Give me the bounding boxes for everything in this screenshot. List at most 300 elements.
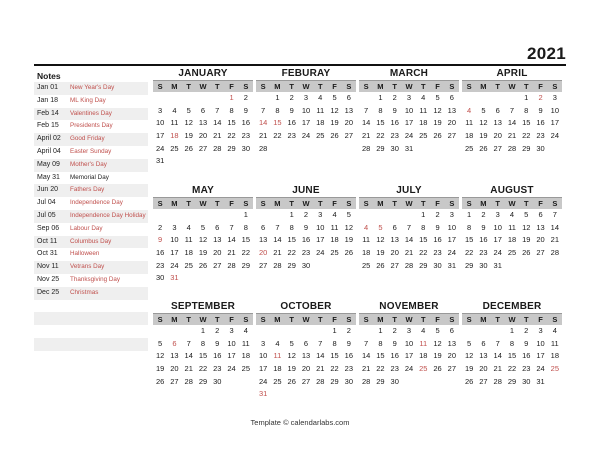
note-row [34,312,148,325]
day-cell: 24 [550,131,559,141]
weekday-header: S [466,82,472,91]
notes-panel [34,70,148,364]
day-cell: 20 [390,248,399,258]
week-row [256,92,356,105]
month-september [153,300,253,388]
weekday-header: T [317,82,323,91]
day-cell [359,92,373,105]
day-cell: 28 [361,376,371,386]
day-cell: 2 [524,326,529,335]
day-cell [373,209,387,222]
day-cell [167,325,181,338]
day-cell: 11 [184,235,193,245]
day-cell: 3 [406,93,412,102]
day-cell [313,260,327,273]
day-cell: 24 [536,364,545,374]
weekday-header: T [214,199,220,208]
day-cell: 12 [433,105,442,115]
day-cell: 26 [287,376,296,386]
day-cell: 21 [227,248,236,258]
day-cell: 28 [213,143,222,153]
day-cell: 23 [522,364,531,374]
day-cell: 7 [229,222,234,232]
day-cell [182,209,196,222]
week-row [153,363,253,376]
day-cell: 11 [465,118,474,128]
day-cell: 31 [170,273,179,283]
day-cell [430,143,444,156]
day-cell: 15 [507,351,517,361]
day-cell: 19 [155,364,165,374]
week-row [256,247,356,260]
day-cell: 23 [241,131,250,141]
day-cell: 3 [449,210,454,219]
day-cell: 15 [273,118,282,128]
month-january [153,67,253,168]
day-cell: 13 [479,351,488,361]
day-cell: 27 [447,131,456,141]
note-row [34,274,148,287]
note-date [34,351,70,364]
weekday-header: M [377,82,384,91]
day-cell [196,272,210,285]
day-cell: 14 [550,222,559,232]
day-cell [182,155,196,168]
day-cell [359,209,373,222]
day-cell: 2 [303,210,309,219]
month-name: SEPTEMBER [170,301,236,312]
weekday-header: T [495,82,500,91]
day-cell: 1 [378,326,383,335]
month-april [462,67,562,155]
weekday-header: S [243,82,249,91]
weekday-header-row [153,197,253,209]
day-cell: 9 [215,338,220,348]
day-cell: 19 [522,235,531,245]
day-cell: 4 [509,210,515,219]
weekday-header: M [480,315,487,324]
day-cell [224,155,238,168]
week-row [462,105,562,118]
month-feburay [256,67,356,155]
day-cell: 20 [198,131,208,141]
day-cell: 26 [479,143,488,153]
day-cell: 2 [158,222,163,232]
notes-title: Notes [37,71,61,81]
day-cell: 14 [258,118,268,128]
day-cell: 3 [303,93,309,102]
day-cell: 3 [495,210,500,219]
note-holiday: New Year's Day [70,84,115,91]
note-holiday: Independence Day [70,199,123,207]
week-row [359,117,459,130]
note-date: Jan 01 [37,84,59,91]
weekday-header: T [214,315,220,324]
day-cell: 9 [538,105,543,115]
weekday-header: F [435,199,440,208]
note-date [34,300,70,313]
month-name: JULY [396,185,422,196]
week-row [153,325,253,338]
day-cell [342,260,356,273]
day-cell: 20 [170,364,179,374]
day-cell: 15 [198,351,208,361]
weekday-header: T [392,82,397,91]
week-row [462,92,562,105]
day-cell: 26 [522,248,531,258]
day-cell: 25 [361,260,371,270]
day-cell: 30 [155,273,165,283]
day-cell: 17 [550,118,559,128]
day-cell: 27 [170,376,179,386]
day-cell [210,92,224,105]
day-cell: 7 [261,105,266,115]
day-cell: 15 [522,118,531,128]
day-cell: 13 [170,351,179,361]
day-cell: 1 [467,210,472,219]
day-cell: 29 [522,143,531,153]
weekday-header: M [274,82,281,91]
day-cell: 29 [464,260,474,270]
day-cell: 19 [198,248,208,258]
day-cell: 24 [227,364,236,374]
day-cell [402,209,416,222]
footer-credit: Template © calendarlabs.com [250,418,350,427]
day-cell [167,155,181,168]
day-cell: 21 [404,248,414,258]
note-row [34,172,148,185]
month-december [462,300,562,388]
weekday-header: M [377,315,384,324]
weekday-header: S [260,199,266,208]
day-cell: 18 [330,235,339,245]
weekday-header: S [260,82,266,91]
day-cell [210,209,224,222]
day-cell: 5 [200,222,206,232]
weekday-header: T [289,315,294,324]
week-row [256,234,356,247]
day-cell [476,92,490,105]
day-cell: 17 [170,248,179,258]
day-cell: 12 [287,351,296,361]
day-cell: 1 [229,93,234,102]
day-cell: 13 [536,222,545,232]
day-cell: 19 [376,248,385,258]
day-cell: 20 [536,235,545,245]
month-november [359,300,459,388]
day-cell: 17 [316,235,325,245]
day-cell: 10 [447,222,456,232]
week-row [153,105,253,118]
note-date [34,325,70,338]
weekday-header: F [332,315,337,324]
note-row [34,236,148,249]
day-cell: 16 [479,235,488,245]
day-cell: 2 [538,93,543,102]
day-cell: 13 [447,105,456,115]
day-cell: 18 [419,118,428,128]
day-cell: 8 [524,105,529,115]
day-cell: 11 [508,222,516,232]
day-cell: 26 [198,260,208,270]
day-cell: 21 [258,131,268,141]
day-cell: 15 [376,351,385,361]
day-cell: 27 [493,143,502,153]
weekday-header: F [538,315,543,324]
day-cell: 25 [184,260,193,270]
day-cell: 2 [435,210,440,219]
day-cell: 30 [390,376,399,386]
week-row [359,222,459,235]
day-cell: 6 [172,338,177,348]
day-cell: 30 [522,376,531,386]
day-cell: 9 [524,338,529,348]
day-cell: 17 [301,118,311,128]
day-cell: 21 [213,131,222,141]
day-cell [153,209,167,222]
note-holiday: Vetrans Day [70,263,105,271]
day-cell: 20 [479,364,488,374]
day-cell: 5 [524,210,529,219]
week-row [153,260,253,273]
day-cell: 30 [241,143,250,153]
day-cell: 13 [258,235,268,245]
weekday-header: W [199,315,207,324]
note-date: Nov 25 [37,275,60,283]
note-holiday: Good Friday [70,135,105,143]
day-cell [505,92,519,105]
day-cell: 4 [421,326,426,335]
month-name: AUGUST [490,185,534,196]
day-cell: 30 [479,260,488,270]
day-cell: 10 [316,222,325,232]
weekday-header: S [363,82,369,91]
day-cell [167,92,181,105]
week-row [359,363,459,376]
day-cell: 11 [362,235,371,245]
day-cell [462,92,476,105]
week-row [359,376,459,389]
week-row [153,234,253,247]
day-cell: 21 [507,131,517,141]
day-cell: 12 [344,222,353,232]
month-march [359,67,459,155]
weekday-header: W [199,82,207,91]
day-cell: 5 [332,93,337,102]
day-cell: 15 [419,235,428,245]
week-row [462,363,562,376]
day-cell: 31 [155,156,165,166]
day-cell [270,388,284,401]
week-row [462,350,562,363]
day-cell [299,388,313,401]
week-row [359,338,459,351]
weekday-header: S [157,199,163,208]
note-date [34,338,70,351]
day-cell: 27 [536,248,545,258]
day-cell [491,325,505,338]
notes-list [34,82,148,364]
day-cell: 5 [435,93,440,102]
day-cell: 16 [522,351,531,361]
day-cell: 22 [464,248,474,258]
day-cell: 22 [522,131,531,141]
day-cell: 1 [421,210,426,219]
weekday-header-row [462,80,562,92]
day-cell: 11 [316,105,325,115]
note-date: Oct 31 [37,250,58,258]
day-cell: 28 [316,376,325,386]
day-cell: 15 [241,235,250,245]
month-name: APRIL [496,68,528,79]
week-row [153,209,253,222]
week-row [462,260,562,273]
day-cell: 18 [464,131,474,141]
day-cell: 14 [404,235,414,245]
day-cell: 27 [344,131,353,141]
day-cell: 14 [361,351,371,361]
day-cell: 23 [390,364,399,374]
day-cell: 8 [509,338,515,348]
week-row [462,247,562,260]
day-cell: 22 [376,364,385,374]
day-cell: 10 [227,338,236,348]
day-cell: 30 [213,376,222,386]
day-cell: 3 [538,326,543,335]
day-cell: 29 [330,376,339,386]
day-cell: 5 [435,326,440,335]
weekday-header: M [171,82,178,91]
day-cell: 6 [481,338,486,348]
day-cell: 5 [378,222,383,232]
day-cell [462,325,476,338]
day-cell: 1 [332,326,337,335]
day-cell: 16 [287,118,296,128]
week-row [462,234,562,247]
month-august [462,184,562,272]
day-cell: 19 [287,364,296,374]
day-cell: 26 [433,131,442,141]
day-cell: 18 [184,248,193,258]
weekday-header: T [317,315,323,324]
day-cell [270,209,284,222]
note-date: Jan 18 [37,96,59,104]
day-cell: 19 [344,235,353,245]
day-cell: 25 [273,376,282,386]
day-cell: 29 [507,376,517,386]
day-cell: 28 [550,248,559,258]
day-cell: 23 [344,364,353,374]
day-cell [224,209,238,222]
week-row [359,130,459,143]
day-cell: 5 [467,338,472,348]
day-cell: 20 [213,248,222,258]
day-cell: 13 [301,351,311,361]
day-cell: 21 [550,235,559,245]
day-cell: 31 [447,260,456,270]
day-cell: 6 [392,222,397,232]
day-cell [182,92,196,105]
weekday-header: T [392,199,397,208]
day-cell: 16 [433,235,442,245]
week-row [359,247,459,260]
day-cell: 28 [493,376,502,386]
day-cell: 4 [243,326,248,335]
day-cell [196,92,210,105]
day-cell: 5 [186,105,191,115]
day-cell: 21 [361,131,371,141]
month-name: JANUARY [178,68,228,79]
note-row [34,248,148,261]
weekday-header: W [405,199,413,208]
day-cell: 16 [536,118,545,128]
day-cell: 1 [289,210,294,219]
weekday-header: F [538,199,543,208]
weekday-header: S [363,315,369,324]
day-cell: 30 [390,143,399,153]
day-cell: 20 [301,364,311,374]
weekday-header: W [302,82,310,91]
day-cell: 9 [392,338,397,348]
day-cell: 26 [344,248,353,258]
day-cell [359,325,373,338]
day-cell: 22 [227,131,236,141]
day-cell: 25 [550,364,559,374]
day-cell [167,209,181,222]
day-cell: 27 [447,364,456,374]
day-cell: 18 [273,364,282,374]
day-cell: 6 [449,326,454,335]
day-cell [416,376,430,389]
day-cell: 28 [258,143,268,153]
week-row [153,376,253,389]
day-cell: 2 [392,326,397,335]
day-cell: 23 [287,131,296,141]
day-cell: 3 [552,93,557,102]
weekday-header: T [523,315,529,324]
day-cell [239,272,253,285]
day-cell [285,143,299,156]
day-cell [239,155,253,168]
day-cell: 8 [378,105,383,115]
day-cell: 8 [200,338,206,348]
weekday-header-row [256,197,356,209]
day-cell: 29 [376,376,385,386]
day-cell: 30 [536,143,545,153]
week-row [153,272,253,285]
day-cell: 13 [493,118,502,128]
day-cell: 25 [419,364,428,374]
day-cell: 29 [241,260,250,270]
day-cell [153,92,167,105]
day-cell: 17 [447,235,456,245]
week-row [359,92,459,105]
note-row [34,120,148,133]
day-cell: 20 [258,248,268,258]
day-cell: 29 [376,143,385,153]
day-cell: 23 [390,131,399,141]
weekday-header: S [449,199,455,208]
day-cell: 8 [289,222,294,232]
note-date: May 31 [37,173,60,181]
day-cell [445,376,459,389]
day-cell: 19 [464,364,474,374]
week-row [462,209,562,222]
day-cell: 2 [392,93,397,102]
day-cell: 22 [419,248,428,258]
day-cell: 7 [186,338,191,348]
week-row [153,143,253,156]
